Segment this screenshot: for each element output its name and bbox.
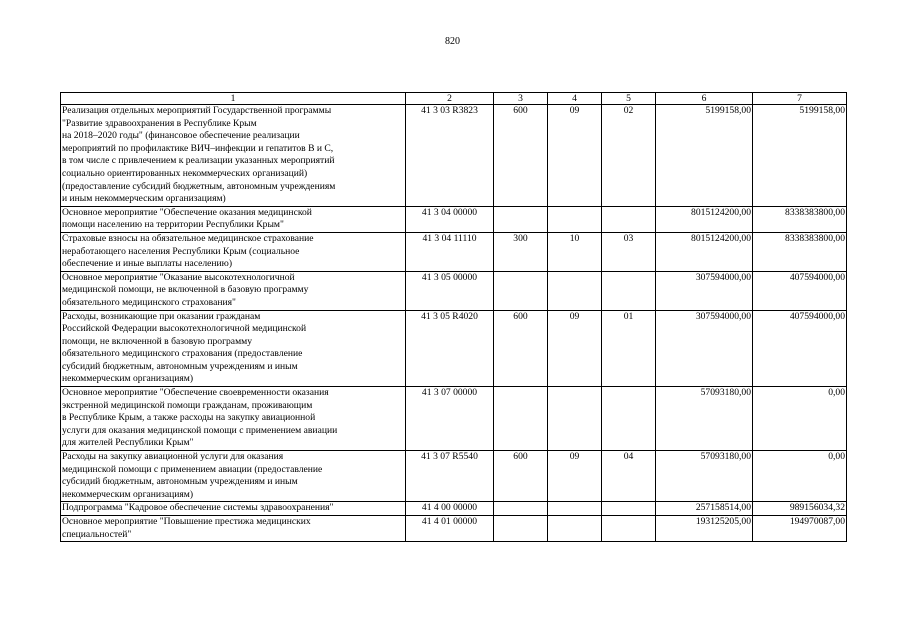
row-name: Подпрограмма "Кадровое обеспечение системы здравоохранения" [61, 502, 406, 516]
row-amount-6: 193125205,00 [656, 516, 753, 542]
table-row [61, 502, 847, 516]
row-code: 41 3 04 00000 [406, 206, 494, 232]
row-col-3 [494, 206, 548, 232]
table-row [61, 451, 847, 502]
row-col-5 [602, 502, 656, 516]
row-amount-7: 8338383800,00 [753, 232, 847, 271]
table-row [61, 271, 847, 310]
header-col-7: 7 [753, 93, 847, 105]
row-col-4: 09 [548, 451, 602, 502]
row-amount-7: 989156034,32 [753, 502, 847, 516]
row-name: Расходы на закупку авиационной услуги для оказания медицинской помощи с применением авиации (предоставление субсидий бюджетным, автономным учреждениям и иным некоммерческим организациям) [61, 451, 406, 502]
row-col-5 [602, 516, 656, 542]
header-col-5: 5 [602, 93, 656, 105]
row-amount-6: 307594000,00 [656, 271, 753, 310]
row-col-3 [494, 502, 548, 516]
row-col-5: 04 [602, 451, 656, 502]
row-amount-7: 0,00 [753, 387, 847, 451]
row-amount-7: 0,00 [753, 451, 847, 502]
row-code: 41 3 05 00000 [406, 271, 494, 310]
budget-table [60, 92, 847, 542]
row-col-5 [602, 387, 656, 451]
row-name: Основное мероприятие "Повышение престижа медицинских специальностей" [61, 516, 406, 542]
row-name: Страховые взносы на обязательное медицинское страхование неработающего населения Республики Крым (социальное обеспечение и иные выплаты населению) [61, 232, 406, 271]
row-col-3: 600 [494, 105, 548, 207]
row-col-4 [548, 387, 602, 451]
row-amount-7: 194970087,00 [753, 516, 847, 542]
row-col-4: 10 [548, 232, 602, 271]
row-code: 41 3 07 00000 [406, 387, 494, 451]
table-row [61, 105, 847, 207]
row-code: 41 3 07 R5540 [406, 451, 494, 502]
row-name: Основное мероприятие "Обеспечение оказания медицинской помощи населению на территории Республики Крым" [61, 206, 406, 232]
header-col-1: 1 [61, 93, 406, 105]
table-row [61, 516, 847, 542]
row-col-3 [494, 271, 548, 310]
table-row [61, 387, 847, 451]
table-row [61, 310, 847, 387]
header-col-2: 2 [406, 93, 494, 105]
row-code: 41 3 04 11110 [406, 232, 494, 271]
row-amount-6: 8015124200,00 [656, 206, 753, 232]
table-row [61, 232, 847, 271]
row-col-5: 02 [602, 105, 656, 207]
table-header-row [61, 93, 847, 105]
row-col-4 [548, 271, 602, 310]
row-code: 41 3 03 R3823 [406, 105, 494, 207]
header-col-3: 3 [494, 93, 548, 105]
row-amount-6: 5199158,00 [656, 105, 753, 207]
row-col-3: 600 [494, 310, 548, 387]
row-col-5: 03 [602, 232, 656, 271]
row-col-3: 600 [494, 451, 548, 502]
row-col-3: 300 [494, 232, 548, 271]
row-code: 41 3 05 R4020 [406, 310, 494, 387]
row-code: 41 4 01 00000 [406, 516, 494, 542]
row-col-5: 01 [602, 310, 656, 387]
row-amount-7: 8338383800,00 [753, 206, 847, 232]
row-col-5 [602, 271, 656, 310]
row-col-4 [548, 206, 602, 232]
row-col-4: 09 [548, 105, 602, 207]
page-number: 820 [445, 36, 460, 47]
row-code: 41 4 00 00000 [406, 502, 494, 516]
row-name: Расходы, возникающие при оказании гражданам Российской Федерации высокотехнологичной медицинской помощи, не включенной в базовую программу обязательного медицинского страхования (предоставление субсидий бюджетным, автономным учреждениям и иным некоммерческим организациям) [61, 310, 406, 387]
row-amount-7: 407594000,00 [753, 271, 847, 310]
table-row [61, 206, 847, 232]
row-col-5 [602, 206, 656, 232]
row-col-4 [548, 502, 602, 516]
row-col-4 [548, 516, 602, 542]
row-name: Основное мероприятие "Обеспечение своевременности оказания экстренной медицинской помощи гражданам, проживающим в Республике Крым, а также расходы на закупку авиационной услуги для оказания медицинской помощи с применением авиации для жителей Республики Крым" [61, 387, 406, 451]
row-amount-6: 307594000,00 [656, 310, 753, 387]
row-amount-6: 8015124200,00 [656, 232, 753, 271]
row-amount-7: 407594000,00 [753, 310, 847, 387]
header-col-6: 6 [656, 93, 753, 105]
row-col-3 [494, 516, 548, 542]
header-col-4: 4 [548, 93, 602, 105]
row-col-3 [494, 387, 548, 451]
row-amount-6: 57093180,00 [656, 451, 753, 502]
row-amount-6: 257158514,00 [656, 502, 753, 516]
row-amount-6: 57093180,00 [656, 387, 753, 451]
row-col-4: 09 [548, 310, 602, 387]
row-amount-7: 5199158,00 [753, 105, 847, 207]
row-name: Основное мероприятие "Оказание высокотехнологичной медицинской помощи, не включенной в базовую программу обязательного медицинского страхования" [61, 271, 406, 310]
row-name: Реализация отдельных мероприятий Государственной программы "Развитие здравоохранения в Республике Крым на 2018–2020 годы" (финансовое обеспечение реализации мероприятий по профилактике ВИЧ–инфекции и гепатитов В и С, в том числе с привлечением к реализации указанных мероприятий социально ориентированных некоммерческих организаций) (предоставление субсидий бюджетным, автономным учреждениям и иным некоммерческим организациям) [61, 105, 406, 207]
